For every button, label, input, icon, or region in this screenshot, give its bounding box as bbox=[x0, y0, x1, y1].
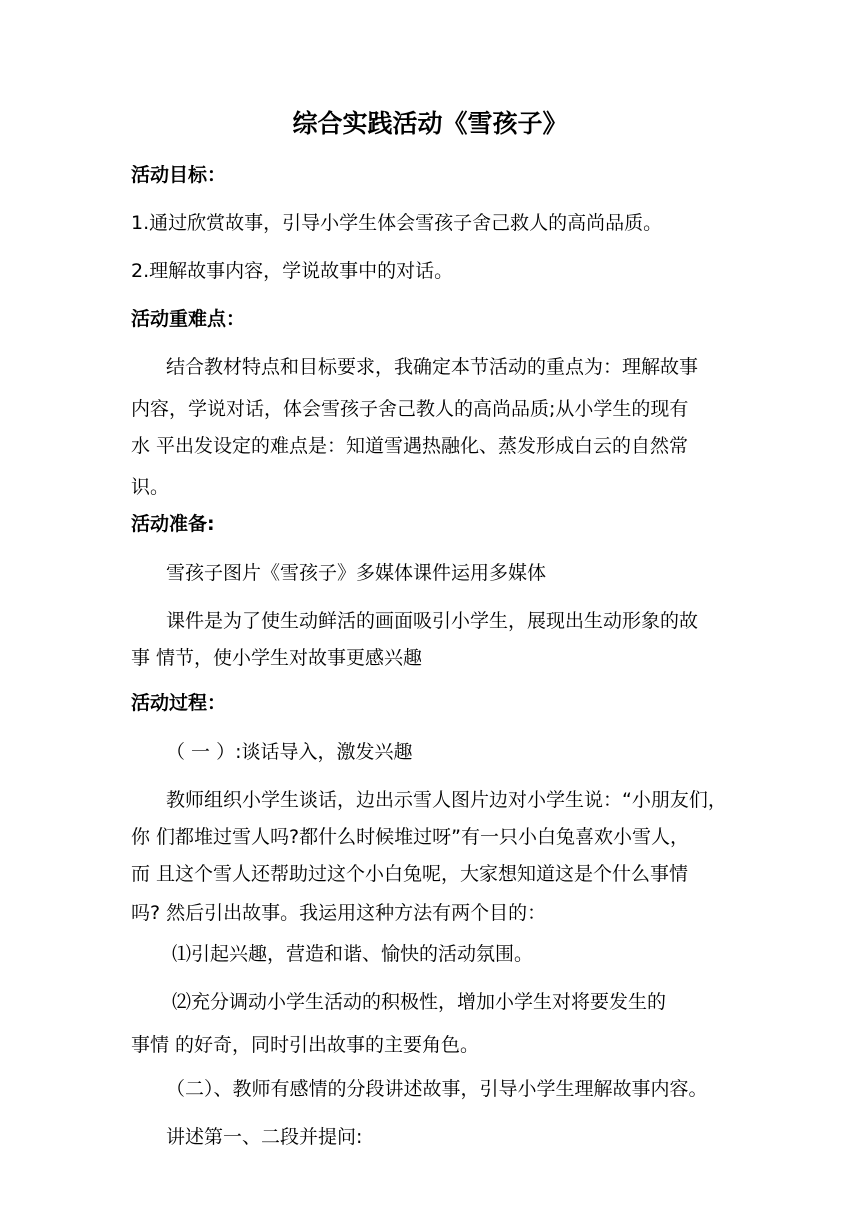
paragraph-line: 课件是为了使生动鲜活的画面吸引小学生，展现出生动形象的故 bbox=[166, 610, 699, 632]
paragraph-line: 讲述第一、二段并提问: bbox=[166, 1126, 363, 1148]
paragraph-line: 识。 bbox=[131, 476, 170, 498]
paragraph-line: 你 们都堆过雪人吗?都什么时候堆过呀”有一只小白兔喜欢小雪人， bbox=[131, 826, 689, 848]
paragraph-line: 事 情节，使小学生对故事更感兴趣 bbox=[131, 647, 423, 669]
paragraph-line: 雪孩子图片《雪孩子》多媒体课件运用多媒体 bbox=[166, 562, 547, 584]
step-heading: （ 一 ）:谈话导入，激发兴趣 bbox=[166, 741, 413, 763]
purpose-item: ⑴引起兴趣，营造和谐、愉快的活动氛围。 bbox=[172, 943, 534, 965]
process-heading: 活动过程： bbox=[131, 692, 227, 714]
goal-item: 2.理解故事内容，学说故事中的对话。 bbox=[131, 260, 454, 282]
preparation-heading: 活动准备: bbox=[131, 513, 215, 535]
paragraph-line: 而 且这个雪人还帮助过这个小白兔呢，大家想知道这是个什么事情 bbox=[131, 863, 689, 885]
step-heading: （二）、教师有感情的分段讲述故事，引导小学生理解故事内容。 bbox=[166, 1078, 708, 1100]
paragraph-line: 内容，学说对话，体会雪孩子舍己教人的高尚品质;从小学生的现有 bbox=[131, 398, 689, 420]
goals-heading: 活动目标： bbox=[131, 164, 227, 186]
paragraph-line: 吗? 然后引出故事。我运用这种方法有两个目的： bbox=[131, 902, 547, 924]
document-title: 综合实践活动《雪孩子》 bbox=[292, 109, 568, 138]
purpose-item: ⑵充分调动小学生活动的积极性，增加小学生对将要发生的 bbox=[172, 991, 667, 1013]
paragraph-line: 教师组织小学生谈话，边出示雪人图片边对小学生说：“小朋友们， bbox=[166, 789, 727, 811]
paragraph-line: 事情 的好奇，同时引出故事的主要角色。 bbox=[131, 1034, 480, 1056]
paragraph-line: 结合教材特点和目标要求，我确定本节活动的重点为：理解故事 bbox=[166, 356, 699, 378]
key-points-heading: 活动重难点： bbox=[131, 308, 246, 330]
goal-item: 1.通过欣赏故事，引导小学生体会雪孩子舍己救人的高尚品质。 bbox=[131, 212, 663, 234]
paragraph-line: 水 平出发设定的难点是：知道雪遇热融化、蒸发形成白云的自然常 bbox=[131, 435, 689, 457]
